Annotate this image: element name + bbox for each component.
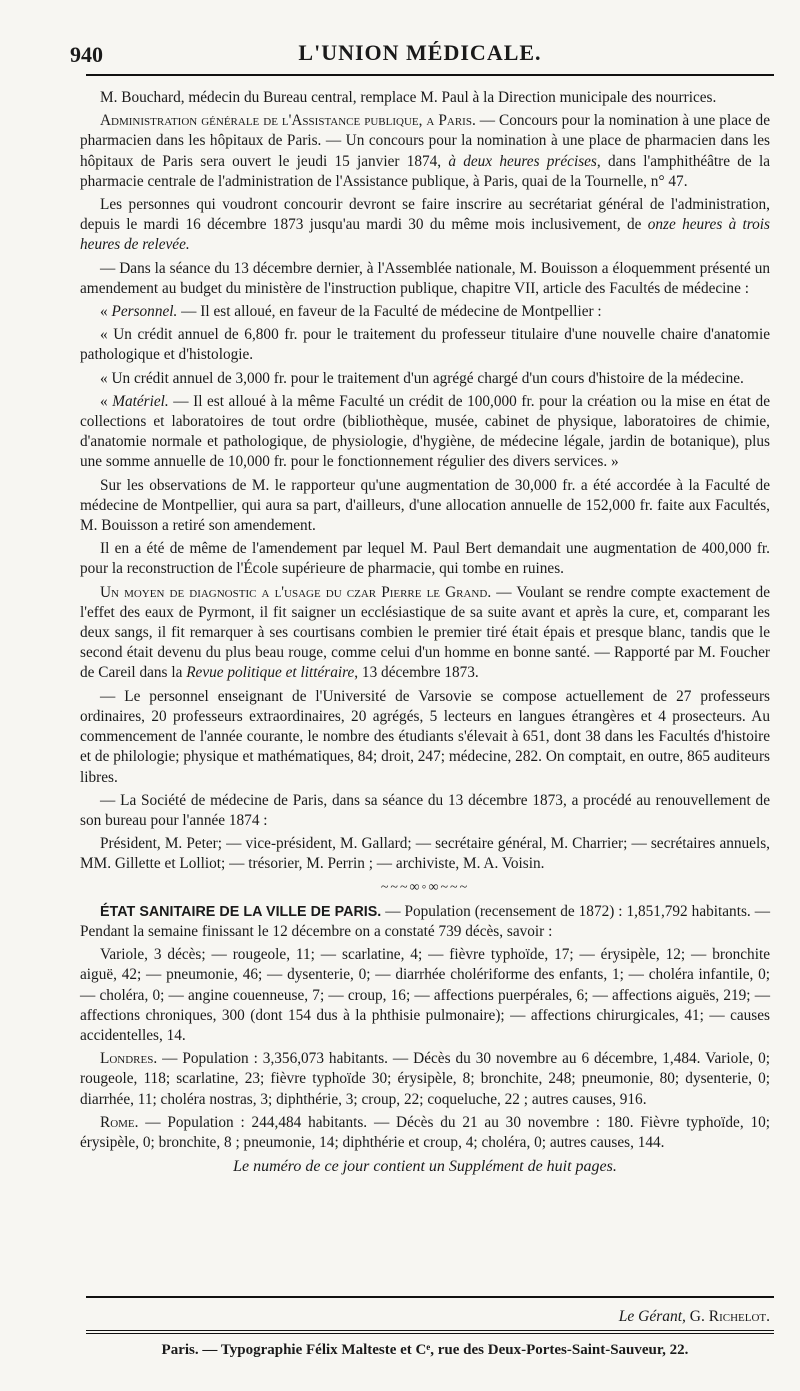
italic-text: Matériel. (112, 392, 169, 410)
text: — Concours pour la nomination à une place de pharmacien dans les hôpitaux de Paris. — Un concours pour la nomination à une place de pharmacien dans les hôpitaux de Paris sera ouvert le jeudi 15 janvier 1874, (80, 112, 770, 170)
text: — Population (recensement de 1872) : 1,851,792 habitants. — Pendant la semaine finissant le 12 décembre on a constaté 739 décès, savoir : (80, 902, 770, 940)
italic-text: onze heures à trois heures de relevée. (80, 216, 770, 254)
text: — Population : 3,356,073 habitants. — Décès du 30 novembre au 6 décembre, 1,484. Variole, 0; rougeole, 118; scarlatine, 23; fièvre typhoïde 30; érysipèle, 8; bronchite, 248; pneumonie, 80; dysenterie, 0; diarrhée, 11; choléra nostras, 3; diphthérie, 3; croup, 22; coqueluche, 22 ; autres causes, 916. (80, 1050, 770, 1108)
section-heading: Rome. (100, 1113, 139, 1131)
gerant-name: G. Richelot. (685, 1308, 770, 1325)
paragraph (80, 302, 770, 322)
header-rule (86, 74, 774, 76)
section-heading: ÉTAT SANITAIRE DE LA VILLE DE PARIS. (100, 903, 382, 920)
italic-text: Personnel. (111, 303, 178, 321)
paragraph (80, 1113, 770, 1153)
italic-text: Revue politique et littéraire (186, 664, 355, 682)
text: « (100, 303, 112, 321)
text: — Il est alloué, en faveur de la Faculté de médecine de Montpellier : (177, 303, 602, 321)
paragraph: « Un crédit annuel de 6,800 fr. pour le traitement du professeur titulaire d'une nouvelle chaire d'anatomie pathologique et d'histologie. (80, 326, 770, 364)
italic-text: Le Gérant, (618, 1308, 686, 1325)
paragraph: Sur les observations de M. le rapporteur qu'une augmentation de 30,000 fr. a été accordée à la Faculté de médecine de Montpellier, qui aura sa part, d'ailleurs, d'une allocation annuelle de 152,000 fr. faite aux Facultés, M. Bouisson a retiré son amendement. (80, 476, 770, 535)
text: , 13 décembre 1873. (354, 664, 479, 682)
paragraph (80, 392, 770, 473)
paragraph: — Dans la séance du 13 décembre dernier, à l'Assemblée nationale, M. Bouisson a éloquemment présenté un amendement au budget du ministère de l'instruction publique, chapitre VII, article des Facultés de médecine : (80, 259, 770, 297)
footer-rule (86, 1333, 774, 1334)
page-number: 940 (70, 42, 103, 67)
ornament-divider: ~~~∞◦∞~~~ (380, 879, 470, 895)
paragraph: Variole, 3 décès; — rougeole, 11; — scarlatine, 4; — fièvre typhoïde, 17; — érysipèle, 12; — bronchite aiguë, 42; — pneumonie, 46; — dysenterie, 0; — diarrhée cholériforme des enfants, 1; — choléra infantile, 0; — choléra, 0; — angine couenneuse, 7; — croup, 16; — affections puerpérales, 6; — affections aiguës, 219; — affections chroniques, 300 (dont 154 dus à la phthisie pulmonaire); — affections chirurgicales, 41; — causes accidentelles, 14. (80, 946, 770, 1044)
article-body (80, 88, 770, 1177)
section-heading: Londres. (100, 1050, 158, 1068)
section-heading: Un moyen de diagnostic a l'usage du czar Pierre le Grand. (100, 583, 492, 601)
paragraph: « Un crédit annuel de 3,000 fr. pour le traitement d'un agrégé chargé d'un cours d'histoire de la médecine. (100, 369, 744, 387)
paragraph: Il en a été de même de l'amendement par lequel M. Paul Bert demandait une augmentation de 400,000 fr. pour la reconstruction de l'École supérieure de pharmacie, qui tombe en ruines. (80, 540, 770, 578)
paragraph: M. Bouchard, médecin du Bureau central, remplace M. Paul à la Direction municipale des nourrices. (100, 89, 717, 106)
paragraph: — Le personnel enseignant de l'Université de Varsovie se compose actuellement de 27 professeurs ordinaires, 20 professeurs extraordinaires, 20 agrégés, 5 lecteurs en langues étrangères et 4 prosecteurs. Au commencement de l'année courante, le nombre des étudiants s'élevait à 651, dont 38 dans les Facultés d'histoire et de philologie; physique et mathématiques, 84; droit, 247; médecine, 282. On comptait, en outre, 865 auditeurs libres. (80, 687, 770, 786)
text: — Il est alloué à la même Faculté un crédit de 100,000 fr. pour la création ou la mise en état de collections et laboratoires de tout ordre (bibliothèque, musée, cabinet de physique, laboratoires de chimie, d'anatomie normale et pathologique, de physiologie, d'hygiène, de médecine légale, jardin de botanique), plus une somme annuelle de 10,000 fr. pour le fonctionnement régulier des divers services. » (80, 392, 770, 471)
paragraph (80, 1049, 770, 1110)
paragraph (80, 195, 770, 256)
text: — Population : 244,484 habitants. — Décès du 21 au 30 novembre : 180. Fièvre typhoïde, 10; érysipèle, 0; bronchite, 8 ; pneumonie, 14; diphthérie et croup, 4; choléra, 0; autres causes, 144. (80, 1113, 770, 1151)
page-header (70, 38, 770, 68)
supplement-notice: Le numéro de ce jour contient un Supplément de huit pages. (233, 1158, 617, 1176)
printer-footer: Paris. — Typographie Félix Malteste et Cᵉ, rue des Deux-Portes-Saint-Sauveur, 22. (161, 1342, 689, 1358)
text: — Voulant se rendre compte exactement de l'effet des eaux de Pyrmont, il fit saigner un ecclésiastique de sa suite avant et après la cure, et, comparant les deux sangs, il fit remarquer à ses courtisans combien le premier tiré était épais et presque blanc, tandis que le second était devenu du plus beau rouge, comme celui d'un homme en bonne santé. — Rapporté par M. Foucher de Careil dans la (80, 583, 770, 682)
text: Les personnes qui voudront concourir devront se faire inscrire au secrétariat général de l'administration, depuis le mardi 16 décembre 1873 jusqu'au mardi 30 du même mois inclusivement, de (80, 196, 770, 234)
paragraph: — La Société de médecine de Paris, dans sa séance du 13 décembre 1873, a procédé au renouvellement de son bureau pour l'année 1874 : (80, 791, 770, 829)
paragraph (80, 583, 770, 684)
footer-rule (86, 1330, 774, 1331)
italic-text: à deux heures précises (448, 152, 597, 170)
gerant-signature (619, 1308, 770, 1326)
section-heading: Administration générale de l'Assistance publique, a Paris. (100, 112, 476, 130)
paragraph (80, 111, 770, 192)
paragraph: Président, M. Peter; — vice-président, M. Gallard; — secrétaire général, M. Charrier; — secrétaires annuels, MM. Gillette et Lolliot; — trésorier, M. Perrin ; — archiviste, M. A. Voisin. (80, 835, 770, 873)
paragraph (80, 902, 770, 942)
text: « (100, 392, 113, 410)
bottom-rule (86, 1296, 774, 1298)
journal-title: L'UNION MÉDICALE. (298, 40, 542, 65)
text: , dans l'amphithéâtre de la pharmacie centrale de l'administration de l'Assistance publique, à Paris, quai de la Tournelle, n° 47. (80, 152, 770, 190)
